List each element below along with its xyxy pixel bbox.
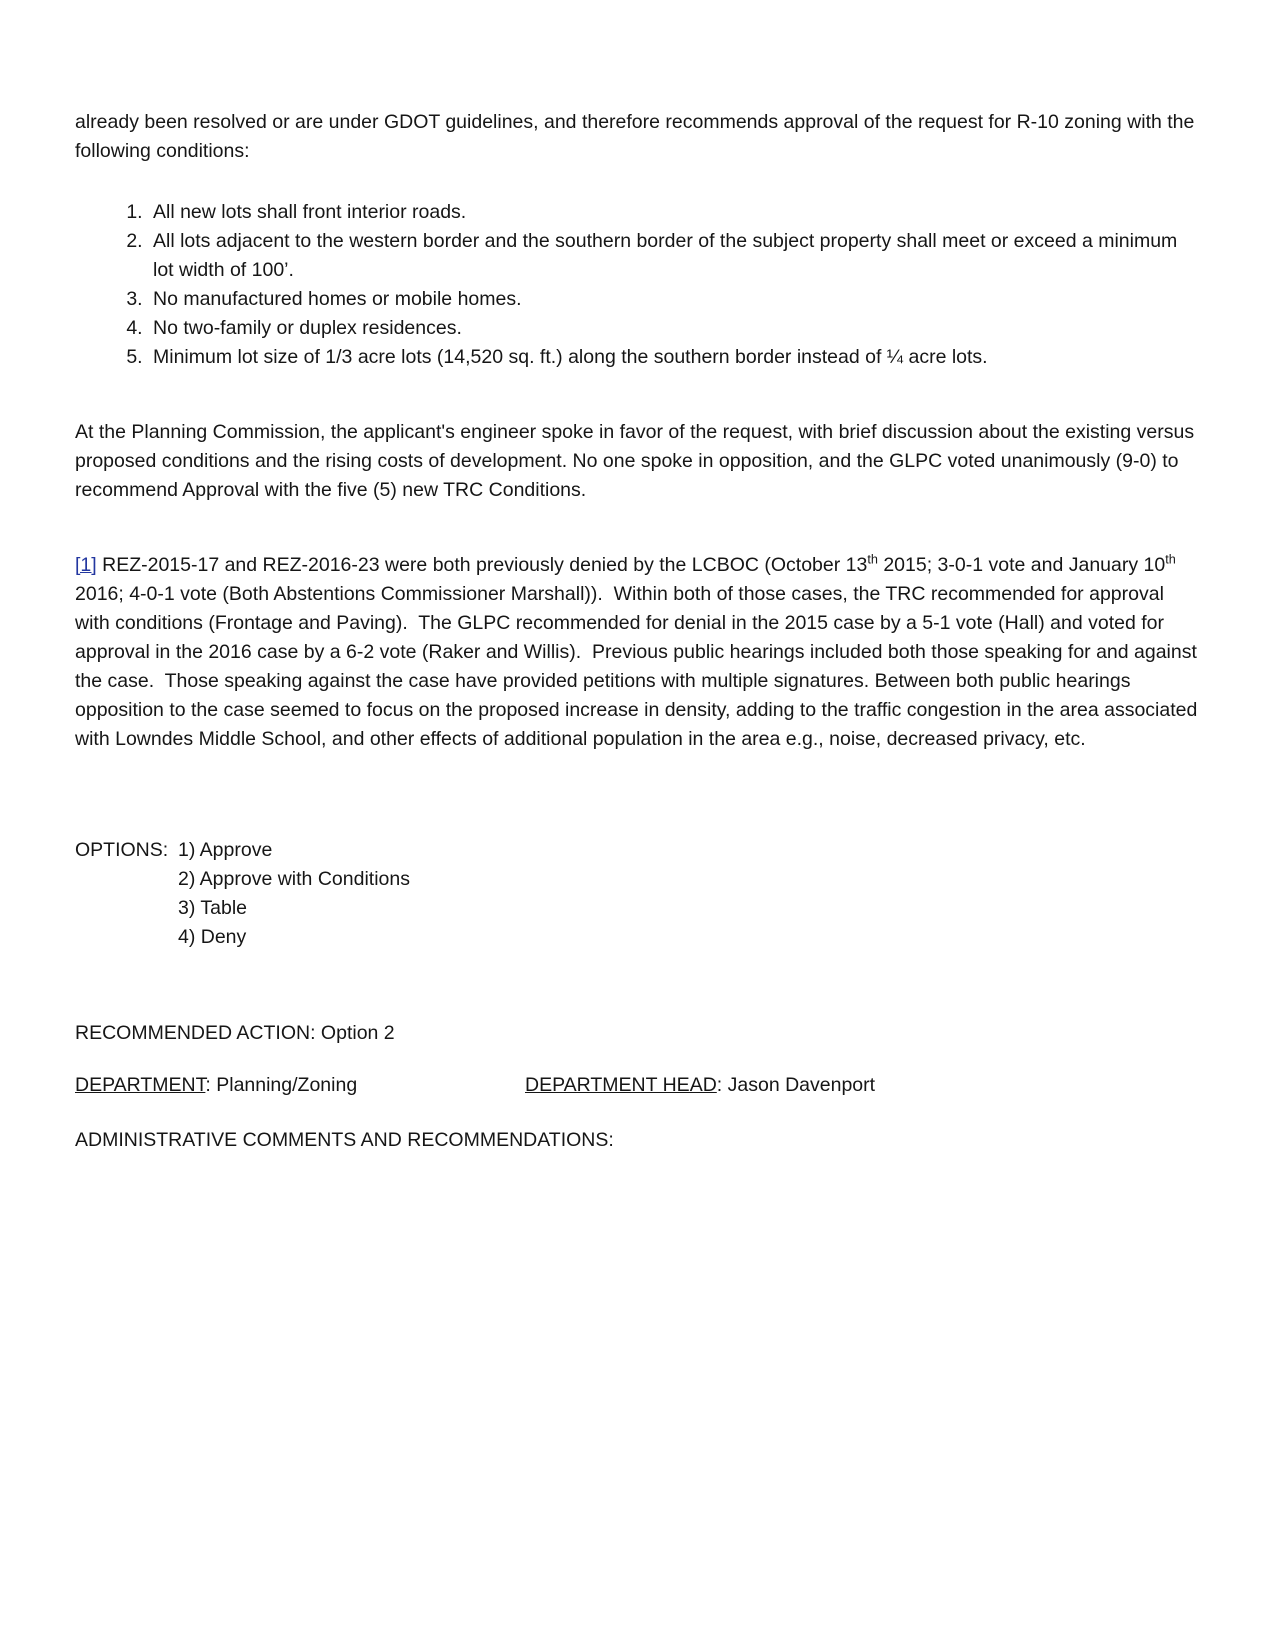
recommended-action-value: Option 2 (315, 1022, 395, 1044)
options-list (178, 836, 1200, 952)
intro-paragraph: already been resolved or are under GDOT guidelines, and therefore recommends approval of the request for R-10 zoning with the following conditions: (75, 111, 1195, 162)
footnote-link[interactable]: [1] (75, 554, 97, 576)
department-line (75, 1071, 1200, 1100)
footnote-paragraph (75, 551, 1203, 754)
option-deny: 4) Deny (178, 926, 247, 948)
options-label: OPTIONS: (75, 839, 169, 861)
department-head-field (525, 1071, 1200, 1100)
footnote-text-segment: REZ-2015-17 and REZ-2016-23 were both previously denied by the LCBOC (October 13 (96, 554, 868, 576)
option-approve: 1) Approve (178, 839, 273, 861)
commission-paragraph: At the Planning Commission, the applicant's engineer spoke in favor of the request, with brief discussion about the existing versus proposed conditions and the rising costs of development. No one spoke in opposition, and the GLPC voted unanimously (9-0) to recommend Approval with the five (5) new TRC Conditions. (75, 421, 1195, 501)
department-value: : Planning/Zoning (205, 1074, 358, 1096)
department-head-value: : Jason Davenport (716, 1074, 876, 1096)
recommended-action-line (75, 1019, 1200, 1048)
recommended-action-label: RECOMMENDED ACTION: (75, 1022, 316, 1044)
condition-item-4: 4. No two-family or duplex residences. (148, 314, 1200, 343)
footnote-text-segment: 2016; 4-0-1 vote (Both Abstentions Commissioner Marshall)). Within both of those cases, the TRC recommended for approval with conditions (Frontage and Paving). The GLPC recommended for denial in the 2015 case by a 5-1 vote (Hall) and voted for approval in the 2016 case by a 6-2 vote (Raker and Willis). Previous public hearings included both those speaking for and against the case. Those speaking against the case have provided petitions with multiple signatures. Between both public hearings opposition to the case seemed to focus on the proposed increase in density, adding to the traffic congestion in the area associated with Lowndes Middle School, and other effects of additional population in the area e.g., noise, decreased privacy, etc. (75, 554, 1203, 750)
condition-item-1: 1. All new lots shall front interior roads. (148, 198, 1200, 227)
department-head-label: DEPARTMENT HEAD (525, 1074, 717, 1096)
department-label: DEPARTMENT (75, 1074, 206, 1096)
ordinal-superscript: th (1165, 552, 1176, 567)
option-approve-with-conditions: 2) Approve with Conditions (178, 868, 410, 890)
department-field (75, 1071, 525, 1100)
condition-item-3: 3. No manufactured homes or mobile homes. (148, 285, 1200, 314)
administrative-comments-heading: ADMINISTRATIVE COMMENTS AND RECOMMENDATIONS: (75, 1129, 614, 1151)
condition-item-5: 5. Minimum lot size of 1/3 acre lots (14,520 sq. ft.) along the southern border instead of ¼ acre lots. (148, 343, 1200, 372)
conditions-list (75, 198, 1200, 372)
condition-item-2: 2. All lots adjacent to the western border and the southern border of the subject property shall meet or exceed a minimum lot width of 100’. (148, 227, 1200, 285)
ordinal-superscript: th (867, 552, 878, 567)
option-table: 3) Table (178, 897, 248, 919)
footnote-text-segment: 2015; 3-0-1 vote and January 10 (877, 554, 1166, 576)
options-section (75, 836, 1200, 952)
